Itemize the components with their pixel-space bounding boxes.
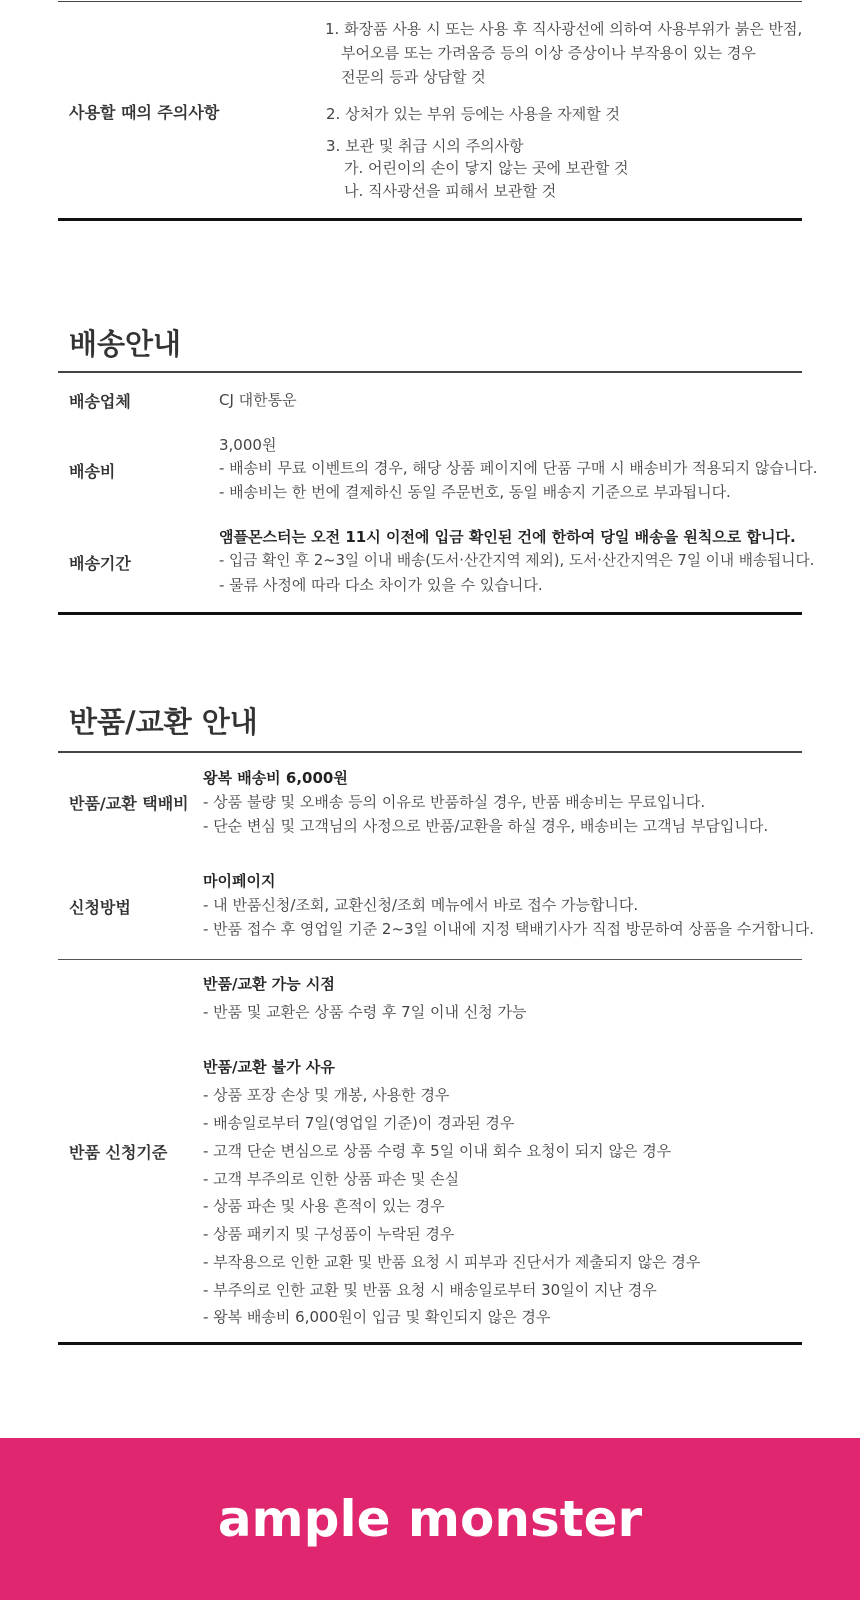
returns-impossible-line-1: - 상품 포장 손상 및 개봉, 사용한 경우: [203, 1086, 450, 1104]
shipping-title: 배송안내: [69, 327, 182, 361]
caution-label: 사용할 때의 주의사항: [69, 103, 220, 122]
returns-impossible-line-5: - 상품 파손 및 사용 흔적이 있는 경우: [203, 1197, 445, 1215]
returns-method-bold: 마이페이지: [203, 872, 276, 890]
returns-impossible-line-6: - 상품 패키지 및 구성품이 누락된 경우: [203, 1225, 455, 1243]
caution-item-2: 2. 상처가 있는 부위 등에는 사용을 자제할 것: [326, 105, 621, 123]
shipping-carrier-value: CJ 대한통운: [219, 391, 297, 409]
returns-impossible-title: 반품/교환 불가 사유: [203, 1058, 335, 1076]
returns-method-line-1: - 내 반품신청/조회, 교환신청/조회 메뉴에서 바로 접수 가능합니다.: [203, 896, 639, 914]
returns-fee-line-2: - 단순 변심 및 고객님의 사정으로 반품/교환을 하실 경우, 배송비는 고객님 부담입니다.: [203, 817, 769, 835]
returns-top-rule: [58, 751, 802, 753]
caution-top-rule: [58, 1, 802, 2]
returns-fee-label: 반품/교환 택배비: [69, 794, 189, 813]
shipping-period-line-2: - 물류 사정에 따라 다소 차이가 있을 수 있습니다.: [219, 576, 543, 594]
caution-item-1-line-2: 부어오름 또는 가려움증 등의 이상 증상이나 부작용이 있는 경우: [341, 44, 756, 62]
caution-item-3a: 가. 어린이의 손이 닿지 않는 곳에 보관할 것: [344, 159, 629, 177]
shipping-period-line-1: - 입금 확인 후 2~3일 이내 배송(도서·산간지역 제외), 도서·산간지역은 7일 이내 배송됩니다.: [219, 552, 815, 569]
shipping-fee-line-1: 3,000원: [219, 436, 277, 454]
returns-impossible-line-3: - 고객 단순 변심으로 상품 수령 후 5일 이내 회수 요청이 되지 않은 경우: [203, 1142, 672, 1160]
caution-item-3b: 나. 직사광선을 피해서 보관할 것: [344, 182, 557, 200]
shipping-fee-line-3: - 배송비는 한 번에 결제하신 동일 주문번호, 동일 배송지 기준으로 부과됩니다.: [219, 483, 731, 501]
shipping-top-rule: [58, 371, 802, 373]
shipping-carrier-label: 배송업체: [69, 392, 131, 411]
returns-method-label: 신청방법: [69, 898, 131, 917]
brand-footer: [0, 1438, 860, 1600]
caution-bottom-rule: [58, 218, 802, 221]
returns-bottom-rule: [58, 1342, 802, 1345]
returns-fee-line-1: - 상품 불량 및 오배송 등의 이유로 반품하실 경우, 반품 배송비는 무료입니다.: [203, 793, 706, 811]
returns-fee-bold: 왕복 배송비 6,000원: [203, 769, 348, 787]
returns-impossible-line-2: - 배송일로부터 7일(영업일 기준)이 경과된 경우: [203, 1114, 515, 1132]
returns-method-line-2: - 반품 접수 후 영업일 기준 2~3일 이내에 지정 택배기사가 직접 방문하여 상품을 수거합니다.: [203, 920, 814, 938]
returns-mid-rule: [58, 959, 802, 960]
returns-possible-line: - 반품 및 교환은 상품 수령 후 7일 이내 신청 가능: [203, 1003, 527, 1021]
returns-title: 반품/교환 안내: [69, 705, 258, 739]
returns-impossible-line-9: - 왕복 배송비 6,000원이 입금 및 확인되지 않은 경우: [203, 1308, 551, 1326]
returns-criteria-label: 반품 신청기준: [69, 1143, 168, 1162]
returns-impossible-line-8: - 부주의로 인한 교환 및 반품 요청 시 배송일로부터 30일이 지난 경우: [203, 1281, 657, 1299]
caution-item-1-line-3: 전문의 등과 상담할 것: [341, 68, 486, 86]
shipping-bottom-rule: [58, 612, 802, 615]
shipping-period-bold: 앰플몬스터는 오전 11시 이전에 입금 확인된 건에 한하여 당일 배송을 원칙으로 합니다.: [219, 528, 796, 546]
returns-impossible-line-7: - 부작용으로 인한 교환 및 반품 요청 시 피부과 진단서가 제출되지 않은 경우: [203, 1253, 701, 1271]
caution-item-3: 3. 보관 및 취급 시의 주의사항: [326, 137, 524, 155]
returns-possible-title: 반품/교환 가능 시점: [203, 975, 335, 993]
caution-item-1-line-1: 1. 화장품 사용 시 또는 사용 후 직사광선에 의하여 사용부위가 붉은 반점,: [325, 20, 803, 38]
shipping-fee-line-2: - 배송비 무료 이벤트의 경우, 해당 상품 페이지에 단품 구매 시 배송비가 적용되지 않습니다.: [219, 459, 818, 477]
returns-impossible-line-4: - 고객 부주의로 인한 상품 파손 및 손실: [203, 1170, 460, 1188]
shipping-period-label: 배송기간: [69, 554, 131, 573]
brand-logo: ample monster: [217, 1490, 643, 1548]
shipping-fee-label: 배송비: [69, 462, 116, 481]
